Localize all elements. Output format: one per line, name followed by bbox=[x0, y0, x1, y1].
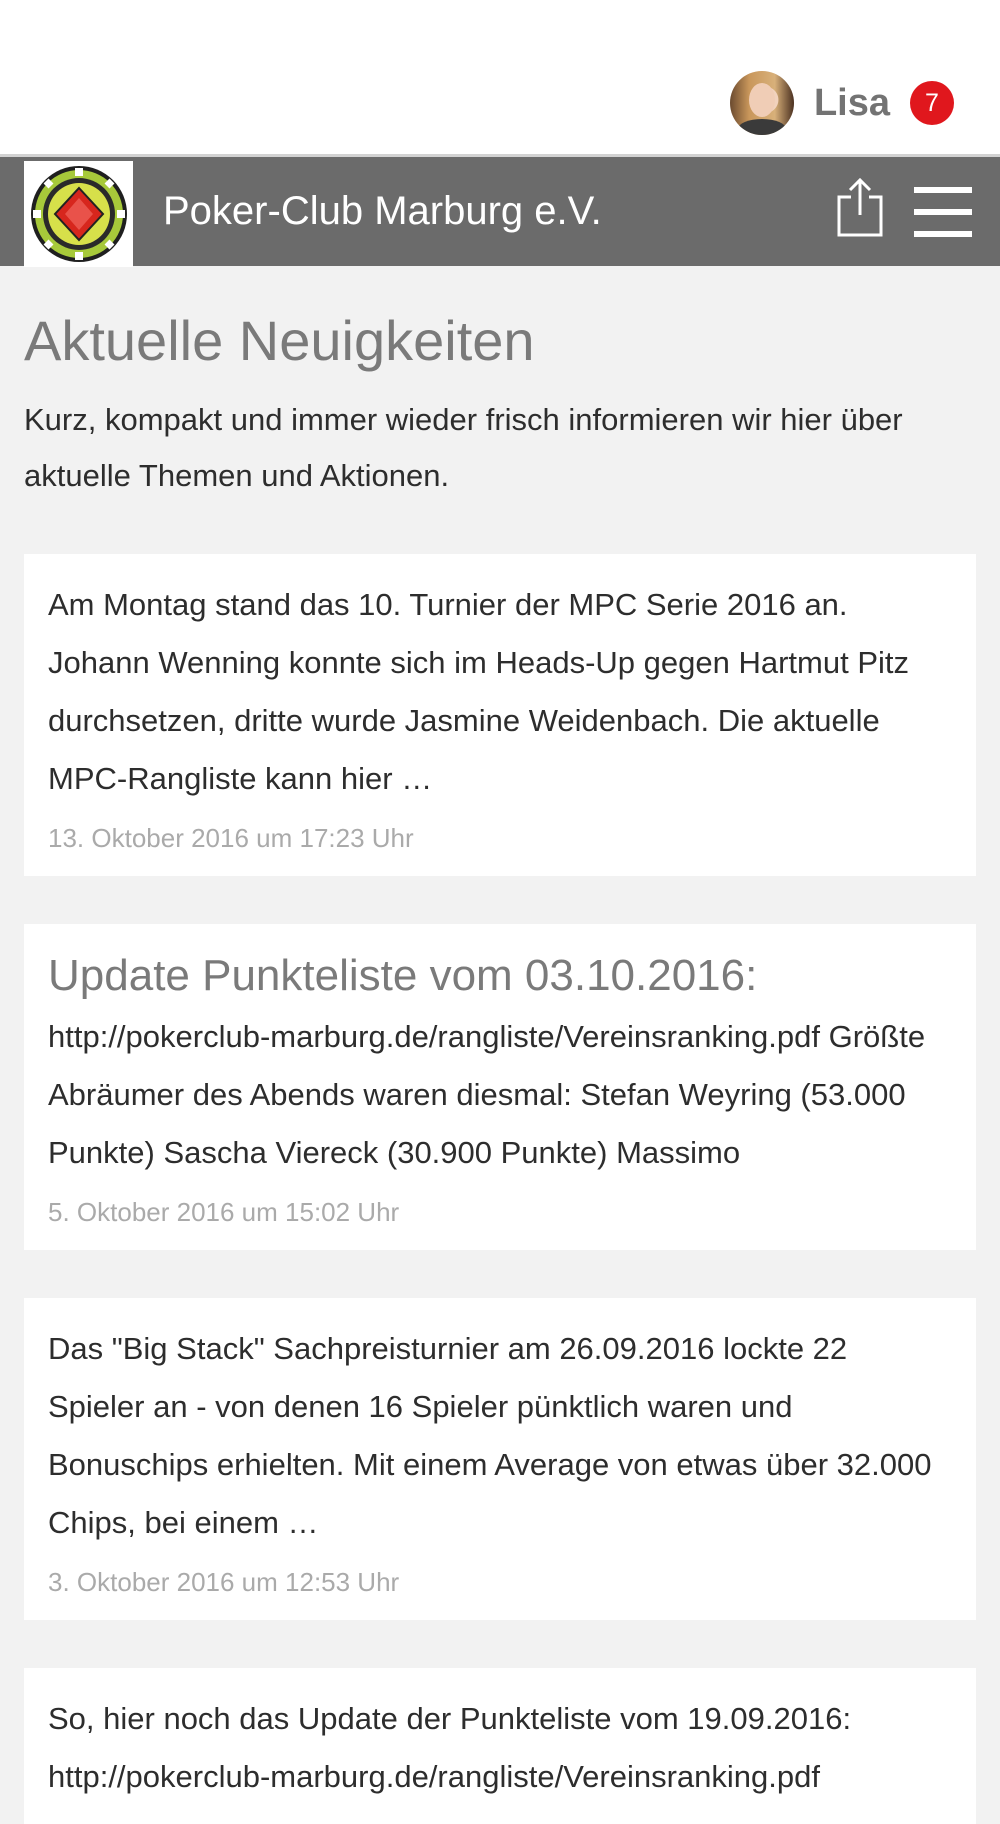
news-date: 5. Oktober 2016 um 15:02 Uhr bbox=[48, 1196, 400, 1227]
user-profile[interactable] bbox=[730, 70, 954, 136]
menu-line bbox=[914, 231, 972, 237]
news-item[interactable] bbox=[24, 924, 976, 1250]
news-date: 3. Oktober 2016 um 12:53 Uhr bbox=[48, 1566, 400, 1597]
avatar[interactable] bbox=[730, 71, 794, 135]
share-icon bbox=[835, 177, 885, 239]
main-content bbox=[24, 266, 976, 1824]
news-text: Am Montag stand das 10. Turnier der MPC Serie 2016 an. Johann Wenning konnte sich im Heads-Up gegen Hartmut Pitz durchsetzen, dritte wurde Jasmine Weidenbach. Die aktuelle MPC-Rangliste kann hier … bbox=[48, 586, 909, 796]
news-item[interactable] bbox=[24, 1668, 976, 1824]
news-text: http://pokerclub-marburg.de/rangliste/Vereinsranking.pdf Größte Abräumer des Abends waren diesmal: Stefan Weyring (53.000 Punkte) Sascha Viereck (30.900 Punkte) Massimo bbox=[48, 1018, 926, 1170]
app-header bbox=[0, 154, 1000, 266]
club-logo[interactable] bbox=[24, 161, 133, 267]
poker-chip-logo-icon bbox=[29, 164, 129, 264]
page-title: Aktuelle Neuigkeiten bbox=[24, 309, 535, 372]
hamburger-menu-icon[interactable] bbox=[914, 187, 978, 237]
user-name[interactable]: Lisa bbox=[813, 81, 890, 124]
status-area bbox=[0, 0, 1000, 154]
news-text: Das "Big Stack" Sachpreisturnier am 26.09.2016 lockte 22 Spieler an - von denen 16 Spieler pünktlich waren und Bonuschips erhielten. Mit einem Average von etwas über 32.000 Chips, bei einem … bbox=[48, 1330, 932, 1540]
share-button[interactable] bbox=[832, 175, 888, 241]
app-title: Poker-Club Marburg e.V. bbox=[163, 189, 602, 233]
menu-line bbox=[914, 187, 972, 193]
page-intro: Kurz, kompakt und immer wieder frisch informieren wir hier über aktuelle Themen und Aktionen. bbox=[24, 401, 903, 493]
notification-badge[interactable]: 7 bbox=[910, 81, 954, 125]
news-item[interactable] bbox=[24, 1298, 976, 1620]
avatar-face bbox=[749, 83, 775, 117]
news-text: So, hier noch das Update der Punkteliste vom 19.09.2016: http://pokerclub-marburg.de/rangliste/Vereinsranking.pdf bbox=[48, 1700, 852, 1794]
avatar-shirt bbox=[738, 119, 786, 135]
news-title[interactable]: Update Punkteliste vom 03.10.2016: bbox=[48, 950, 758, 1000]
news-item[interactable] bbox=[24, 554, 976, 876]
news-date: 13. Oktober 2016 um 17:23 Uhr bbox=[48, 822, 414, 853]
menu-line bbox=[914, 209, 972, 215]
